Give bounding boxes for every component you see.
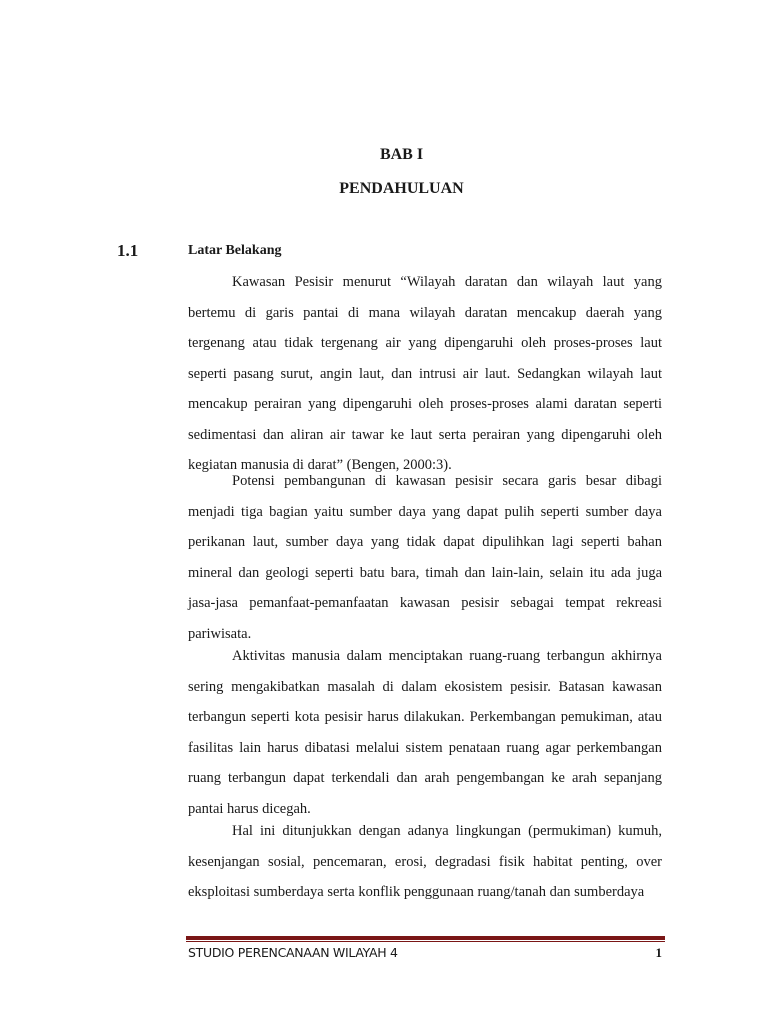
footer-rule-thick	[186, 936, 665, 940]
section-number: 1.1	[117, 241, 139, 260]
paragraph-text: Aktivitas manusia dalam menciptakan ruang-ruang terbangun akhirnya sering mengakibatkan masalah di dalam ekosistem pesisir. Batasan kawasan terbangun seperti kota pesisir harus dilakukan. Perkembangan pemukiman, atau fasilitas lain harus dibatasi melalui sistem penataan ruang agar perkembangan ruang terbangun dapat terkendali dan arah pengembangan ke arah sepanjang pantai harus dicegah.	[188, 648, 662, 817]
paragraph-2	[188, 466, 662, 649]
footer-label: STUDIO PERENCANAAN WILAYAH 4	[188, 945, 398, 960]
paragraph-4	[188, 816, 662, 908]
chapter-title: PENDAHULUAN	[339, 180, 464, 197]
paragraph-text: Hal ini ditunjukkan dengan adanya lingkungan (permukiman) kumuh, kesenjangan sosial, pencemaran, erosi, degradasi fisik habitat penting, over eksploitasi sumberdaya serta konflik penggunaan ruang/tanah dan sumberdaya	[188, 823, 662, 900]
paragraph-3	[188, 641, 662, 824]
chapter-label: BAB I	[379, 146, 424, 163]
footer-rule-thin	[186, 941, 665, 942]
paragraph-1	[188, 267, 662, 481]
section-title: Latar Belakang	[188, 243, 282, 258]
page-number: 1	[655, 945, 662, 960]
paragraph-text: Potensi pembangunan di kawasan pesisir secara garis besar dibagi menjadi tiga bagian yaitu sumber daya yang dapat pulih seperti sumber daya perikanan laut, sumber daya yang tidak dapat dipulihkan lagi seperti bahan mineral dan geologi seperti batu bara, timah dan lain-lain, selain itu ada juga jasa-jasa pemanfaat-pemanfaatan kawasan pesisir sebagai tempat rekreasi pariwisata.	[188, 473, 662, 642]
paragraph-text: Kawasan Pesisir menurut “Wilayah daratan dan wilayah laut yang bertemu di garis pantai di mana wilayah daratan mencakup daerah yang tergenang atau tidak tergenang air yang dipengaruhi oleh proses-proses laut seperti pasang surut, angin laut, dan intrusi air laut. Sedangkan wilayah laut mencakup perairan yang dipengaruhi oleh proses-proses alami daratan seperti sedimentasi dan aliran air tawar ke laut serta perairan yang dipengaruhi oleh kegiatan manusia di darat” (Bengen, 2000:3).	[188, 274, 662, 473]
